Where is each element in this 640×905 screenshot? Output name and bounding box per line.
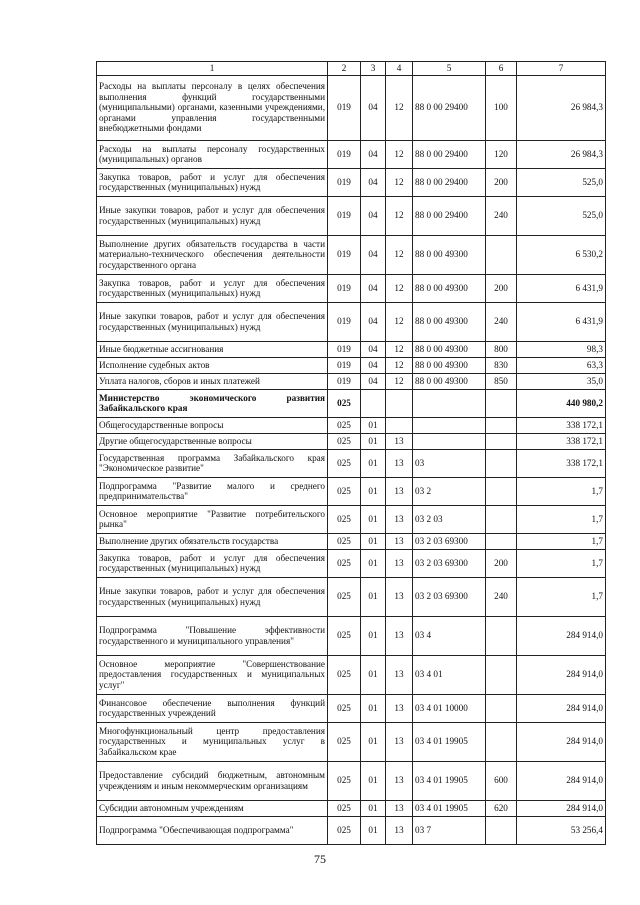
cell-rz: 01 xyxy=(361,694,386,722)
cell-sum: 6 431,9 xyxy=(517,274,606,302)
cell-csr: 88 0 00 29400 xyxy=(413,168,486,196)
cell-rz: 01 xyxy=(361,655,386,694)
cell-sum: 338 172,1 xyxy=(517,417,606,433)
header-cell-7: 7 xyxy=(517,62,606,76)
cell-vr: 600 xyxy=(486,761,517,800)
cell-pr: 13 xyxy=(386,655,413,694)
cell-pr: 13 xyxy=(386,694,413,722)
cell-sum: 1,7 xyxy=(517,533,606,549)
row-name: Общегосударственные вопросы xyxy=(97,417,328,433)
cell-gr: 019 xyxy=(328,75,361,140)
cell-vr xyxy=(486,722,517,761)
header-cell-3: 3 xyxy=(361,62,386,76)
cell-rz: 01 xyxy=(361,616,386,655)
cell-vr: 200 xyxy=(486,274,517,302)
cell-csr: 03 7 xyxy=(413,816,486,844)
cell-gr: 019 xyxy=(328,274,361,302)
cell-pr: 13 xyxy=(386,722,413,761)
header-cell-6: 6 xyxy=(486,62,517,76)
cell-pr: 12 xyxy=(386,302,413,341)
header-cell-2: 2 xyxy=(328,62,361,76)
cell-pr: 12 xyxy=(386,140,413,168)
cell-pr: 12 xyxy=(386,341,413,357)
cell-rz: 04 xyxy=(361,302,386,341)
cell-gr: 025 xyxy=(328,655,361,694)
cell-csr: 88 0 00 29400 xyxy=(413,196,486,235)
table-row xyxy=(97,75,606,140)
cell-sum: 525,0 xyxy=(517,196,606,235)
cell-gr: 025 xyxy=(328,616,361,655)
cell-vr: 200 xyxy=(486,168,517,196)
cell-csr: 88 0 00 49300 xyxy=(413,373,486,389)
cell-rz: 01 xyxy=(361,761,386,800)
row-name: Другие общегосударственные вопросы xyxy=(97,433,328,449)
row-name: Государственная программа Забайкальского края "Экономическое развитие" xyxy=(97,449,328,477)
cell-rz: 04 xyxy=(361,357,386,373)
row-name: Предоставление субсидий бюджетным, автономным учреждениям и иным некоммерческим организациям xyxy=(97,761,328,800)
cell-sum: 6 431,9 xyxy=(517,302,606,341)
table-row xyxy=(97,373,606,389)
header-cell-4: 4 xyxy=(386,62,413,76)
cell-sum: 440 980,2 xyxy=(517,389,606,417)
cell-gr: 025 xyxy=(328,722,361,761)
cell-sum: 284 914,0 xyxy=(517,722,606,761)
table-row xyxy=(97,341,606,357)
header-row xyxy=(97,62,606,76)
table-row xyxy=(97,816,606,844)
cell-vr xyxy=(486,389,517,417)
cell-csr: 03 4 01 19905 xyxy=(413,761,486,800)
cell-vr: 120 xyxy=(486,140,517,168)
cell-pr: 12 xyxy=(386,196,413,235)
cell-pr: 13 xyxy=(386,549,413,577)
cell-vr xyxy=(486,655,517,694)
row-name: Министерство экономического развития Забайкальского края xyxy=(97,389,328,417)
cell-vr: 200 xyxy=(486,549,517,577)
row-name: Уплата налогов, сборов и иных платежей xyxy=(97,373,328,389)
cell-sum: 525,0 xyxy=(517,168,606,196)
cell-gr: 025 xyxy=(328,433,361,449)
cell-sum: 284 914,0 xyxy=(517,616,606,655)
row-name: Подпрограмма "Повышение эффективности государственного и муниципального управления" xyxy=(97,616,328,655)
row-name: Иные бюджетные ассигнования xyxy=(97,341,328,357)
cell-gr: 025 xyxy=(328,449,361,477)
header-cell-1: 1 xyxy=(97,62,328,76)
cell-pr xyxy=(386,389,413,417)
row-name: Основное мероприятие "Развитие потребительского рынка" xyxy=(97,505,328,533)
cell-gr: 019 xyxy=(328,357,361,373)
cell-rz: 04 xyxy=(361,168,386,196)
cell-vr: 240 xyxy=(486,196,517,235)
cell-vr: 240 xyxy=(486,577,517,616)
cell-vr: 800 xyxy=(486,341,517,357)
cell-vr: 620 xyxy=(486,800,517,816)
row-name: Подпрограмма "Развитие малого и среднего предпринимательства" xyxy=(97,477,328,505)
table-row xyxy=(97,433,606,449)
cell-sum: 1,7 xyxy=(517,505,606,533)
cell-rz: 01 xyxy=(361,577,386,616)
cell-gr: 019 xyxy=(328,302,361,341)
table-row xyxy=(97,655,606,694)
cell-csr: 03 2 03 xyxy=(413,505,486,533)
table-row xyxy=(97,302,606,341)
cell-rz: 01 xyxy=(361,417,386,433)
table-row xyxy=(97,722,606,761)
cell-csr: 88 0 00 29400 xyxy=(413,75,486,140)
cell-pr: 13 xyxy=(386,477,413,505)
cell-gr: 025 xyxy=(328,533,361,549)
cell-pr: 13 xyxy=(386,505,413,533)
cell-sum: 63,3 xyxy=(517,357,606,373)
cell-rz: 04 xyxy=(361,75,386,140)
cell-vr xyxy=(486,533,517,549)
row-name: Выполнение других обязательств государства в части материально-технического обеспечения деятельности государственного органа xyxy=(97,235,328,274)
cell-sum: 35,0 xyxy=(517,373,606,389)
cell-gr: 025 xyxy=(328,800,361,816)
cell-rz: 04 xyxy=(361,373,386,389)
cell-rz: 01 xyxy=(361,449,386,477)
cell-sum: 6 530,2 xyxy=(517,235,606,274)
row-name: Иные закупки товаров, работ и услуг для обеспечения государственных (муниципальных) нужд xyxy=(97,577,328,616)
cell-vr xyxy=(486,616,517,655)
cell-sum: 98,3 xyxy=(517,341,606,357)
cell-csr xyxy=(413,389,486,417)
cell-rz: 04 xyxy=(361,196,386,235)
cell-gr: 019 xyxy=(328,140,361,168)
cell-gr: 025 xyxy=(328,505,361,533)
row-name: Закупка товаров, работ и услуг для обеспечения государственных (муниципальных) нужд xyxy=(97,274,328,302)
table-row xyxy=(97,417,606,433)
cell-sum: 1,7 xyxy=(517,477,606,505)
cell-csr: 88 0 00 49300 xyxy=(413,235,486,274)
page-number: 75 xyxy=(314,852,326,866)
table-row xyxy=(97,577,606,616)
row-name: Многофункциональный центр предоставления государственных и муниципальных услуг в Забайкальском крае xyxy=(97,722,328,761)
cell-sum: 26 984,3 xyxy=(517,140,606,168)
table-row xyxy=(97,235,606,274)
cell-rz: 01 xyxy=(361,800,386,816)
cell-rz: 04 xyxy=(361,274,386,302)
row-name: Закупка товаров, работ и услуг для обеспечения государственных (муниципальных) нужд xyxy=(97,168,328,196)
row-name: Расходы на выплаты персоналу государственных (муниципальных) органов xyxy=(97,140,328,168)
table-row xyxy=(97,549,606,577)
cell-pr: 13 xyxy=(386,761,413,800)
cell-pr: 12 xyxy=(386,373,413,389)
table-row xyxy=(97,800,606,816)
row-name: Подпрограмма "Обеспечивающая подпрограмма" xyxy=(97,816,328,844)
table-row xyxy=(97,533,606,549)
cell-pr: 12 xyxy=(386,168,413,196)
cell-vr: 830 xyxy=(486,357,517,373)
cell-csr: 88 0 00 49300 xyxy=(413,341,486,357)
table-body xyxy=(97,62,606,845)
table-row xyxy=(97,505,606,533)
cell-vr: 240 xyxy=(486,302,517,341)
cell-csr: 03 2 03 69300 xyxy=(413,549,486,577)
cell-pr: 12 xyxy=(386,75,413,140)
cell-vr xyxy=(486,694,517,722)
cell-csr xyxy=(413,417,486,433)
row-name: Основное мероприятие "Совершенствование предоставления государственных и муниципальных услуг" xyxy=(97,655,328,694)
row-name: Исполнение судебных актов xyxy=(97,357,328,373)
table-row xyxy=(97,168,606,196)
cell-csr: 88 0 00 49300 xyxy=(413,302,486,341)
cell-pr: 13 xyxy=(386,816,413,844)
cell-gr: 025 xyxy=(328,816,361,844)
cell-gr: 025 xyxy=(328,477,361,505)
cell-pr: 13 xyxy=(386,800,413,816)
cell-csr: 03 xyxy=(413,449,486,477)
cell-sum: 284 914,0 xyxy=(517,694,606,722)
table-row xyxy=(97,449,606,477)
cell-gr: 025 xyxy=(328,694,361,722)
cell-vr xyxy=(486,433,517,449)
cell-sum: 284 914,0 xyxy=(517,800,606,816)
cell-rz: 01 xyxy=(361,549,386,577)
cell-csr: 03 4 01 19905 xyxy=(413,722,486,761)
cell-rz: 01 xyxy=(361,505,386,533)
cell-pr: 13 xyxy=(386,449,413,477)
cell-csr: 88 0 00 49300 xyxy=(413,357,486,373)
cell-gr: 025 xyxy=(328,417,361,433)
cell-sum: 338 172,1 xyxy=(517,449,606,477)
cell-csr: 88 0 00 29400 xyxy=(413,140,486,168)
cell-sum: 1,7 xyxy=(517,549,606,577)
cell-sum: 284 914,0 xyxy=(517,761,606,800)
table-row xyxy=(97,274,606,302)
cell-gr: 019 xyxy=(328,373,361,389)
row-name: Субсидии автономным учреждениям xyxy=(97,800,328,816)
cell-csr: 03 2 03 69300 xyxy=(413,577,486,616)
table-row xyxy=(97,357,606,373)
cell-pr: 12 xyxy=(386,235,413,274)
row-name: Иные закупки товаров, работ и услуг для обеспечения государственных (муниципальных) нужд xyxy=(97,196,328,235)
cell-vr xyxy=(486,235,517,274)
row-name: Расходы на выплаты персоналу в целях обеспечения выполнения функций государственными (муниципальными) органами, казенными учреждениями, органами управления государственными внебюджетными фондами xyxy=(97,75,328,140)
table-row xyxy=(97,761,606,800)
cell-gr: 019 xyxy=(328,341,361,357)
table-row xyxy=(97,477,606,505)
cell-pr: 12 xyxy=(386,274,413,302)
cell-rz: 01 xyxy=(361,533,386,549)
cell-csr: 03 2 xyxy=(413,477,486,505)
cell-rz: 01 xyxy=(361,433,386,449)
row-name: Финансовое обеспечение выполнения функций государственных учреждений xyxy=(97,694,328,722)
cell-csr: 03 4 xyxy=(413,616,486,655)
cell-gr: 019 xyxy=(328,235,361,274)
table-row xyxy=(97,140,606,168)
cell-pr: 13 xyxy=(386,616,413,655)
cell-csr: 88 0 00 49300 xyxy=(413,274,486,302)
row-name: Выполнение других обязательств государства xyxy=(97,533,328,549)
cell-vr xyxy=(486,816,517,844)
cell-csr: 03 4 01 19905 xyxy=(413,800,486,816)
cell-rz: 04 xyxy=(361,235,386,274)
cell-pr xyxy=(386,417,413,433)
table-row xyxy=(97,694,606,722)
cell-gr: 025 xyxy=(328,549,361,577)
cell-rz: 01 xyxy=(361,816,386,844)
cell-sum: 26 984,3 xyxy=(517,75,606,140)
row-name: Закупка товаров, работ и услуг для обеспечения государственных (муниципальных) нужд xyxy=(97,549,328,577)
cell-csr: 03 2 03 69300 xyxy=(413,533,486,549)
cell-csr: 03 4 01 xyxy=(413,655,486,694)
cell-pr: 12 xyxy=(386,357,413,373)
cell-vr xyxy=(486,449,517,477)
budget-table xyxy=(96,61,606,845)
cell-rz: 01 xyxy=(361,722,386,761)
cell-gr: 025 xyxy=(328,389,361,417)
cell-pr: 13 xyxy=(386,433,413,449)
cell-csr: 03 4 01 10000 xyxy=(413,694,486,722)
cell-vr xyxy=(486,505,517,533)
cell-gr: 019 xyxy=(328,168,361,196)
cell-vr: 850 xyxy=(486,373,517,389)
cell-pr: 13 xyxy=(386,577,413,616)
cell-gr: 019 xyxy=(328,196,361,235)
cell-sum: 338 172,1 xyxy=(517,433,606,449)
table-row xyxy=(97,616,606,655)
cell-sum: 53 256,4 xyxy=(517,816,606,844)
cell-vr xyxy=(486,417,517,433)
table-row xyxy=(97,389,606,417)
cell-vr: 100 xyxy=(486,75,517,140)
cell-sum: 1,7 xyxy=(517,577,606,616)
cell-rz: 01 xyxy=(361,477,386,505)
row-name: Иные закупки товаров, работ и услуг для обеспечения государственных (муниципальных) нужд xyxy=(97,302,328,341)
cell-vr xyxy=(486,477,517,505)
cell-rz: 04 xyxy=(361,341,386,357)
cell-rz xyxy=(361,389,386,417)
table-row xyxy=(97,196,606,235)
cell-rz: 04 xyxy=(361,140,386,168)
cell-csr xyxy=(413,433,486,449)
cell-gr: 025 xyxy=(328,577,361,616)
cell-pr: 13 xyxy=(386,533,413,549)
cell-gr: 025 xyxy=(328,761,361,800)
cell-sum: 284 914,0 xyxy=(517,655,606,694)
header-cell-5: 5 xyxy=(413,62,486,76)
